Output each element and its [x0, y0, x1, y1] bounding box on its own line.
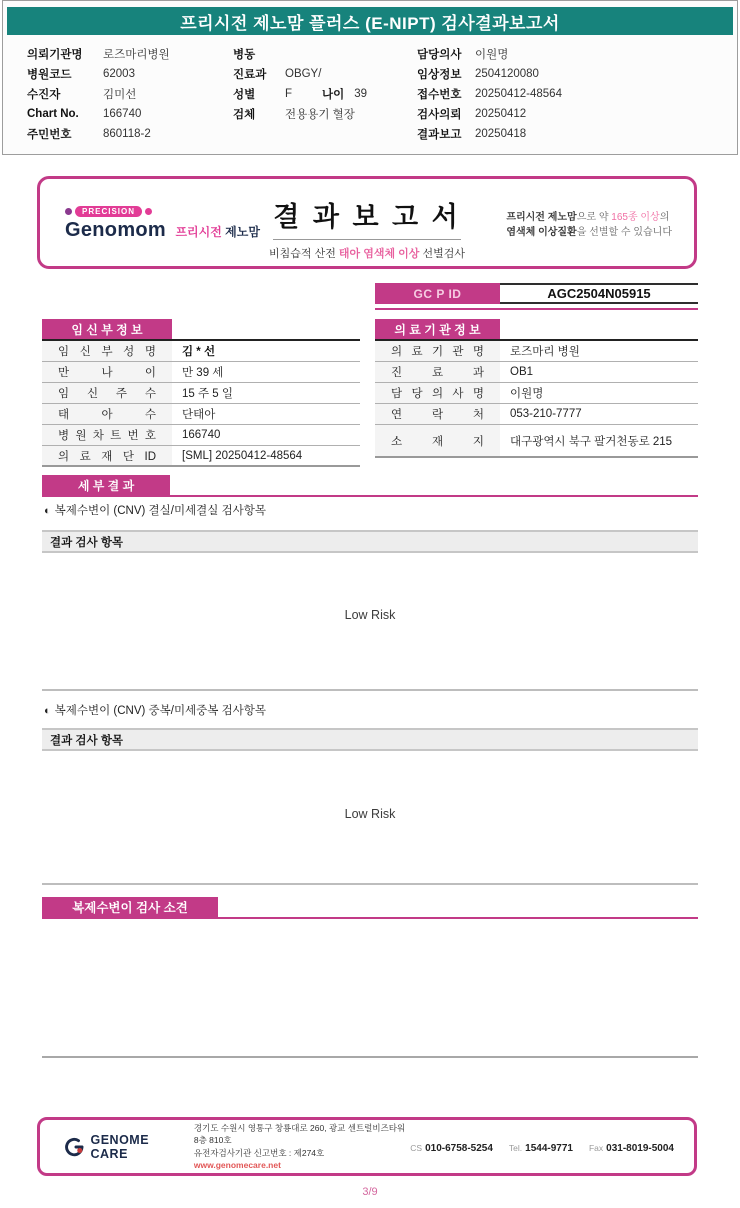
cnv-finding-section-title: 복제수변이 검사 소견	[42, 897, 218, 917]
screening-note-line1: 프리시전 제노맘으로 약 165종 이상의	[506, 212, 670, 223]
badge-dot-left-icon	[65, 208, 72, 215]
maternal-info-table	[42, 319, 360, 467]
result-items-header: 결과 검사 항목	[42, 530, 698, 553]
field-value: 20250412	[475, 108, 527, 120]
gcpid-value: AGC2504N05915	[500, 283, 698, 304]
maternal-info-table-title: 임 신 부 정 보	[42, 319, 172, 339]
table-row	[42, 341, 360, 362]
row-label: 만 나 이	[42, 362, 172, 382]
gc-logo-icon	[64, 1135, 85, 1159]
page-number: 3/9	[362, 1186, 378, 1198]
precision-badge	[65, 206, 260, 217]
row-value: [SML] 20250412-48564	[182, 449, 303, 462]
row-value: 15 주 5 일	[182, 388, 233, 400]
field-value: 전용용기 혈장	[285, 109, 355, 121]
footer-contacts	[410, 1138, 674, 1156]
field-receipt-no	[417, 84, 562, 104]
field-label: 병동	[233, 49, 256, 61]
field-ward	[233, 44, 367, 64]
report-main-title: 프리시전 제노맘 플러스 (E-NIPT) 검사결과보고서	[180, 13, 560, 33]
row-label: 진 료 과	[375, 362, 500, 382]
footer-address-line1: 경기도 수원시 영통구 창룡대로 260, 광교 센트럴비즈타워 8층 810호	[193, 1122, 406, 1145]
field-label: 수진자	[27, 89, 61, 101]
row-label: 연 락 처	[375, 404, 500, 424]
field-value: 김미선	[103, 89, 137, 101]
field-value: 이원명	[475, 49, 509, 61]
brand-subtitle: 프리시전 제노맘	[175, 225, 260, 239]
field-value: 39	[354, 88, 368, 100]
field-label: 담당의사	[417, 49, 462, 61]
row-value: 만 39 세	[182, 367, 224, 379]
field-request-date	[417, 104, 562, 124]
field-label: 성별	[233, 89, 256, 101]
field-report-date	[417, 124, 562, 144]
field-label: 임상정보	[417, 69, 462, 81]
field-value: 20250412-48564	[475, 88, 562, 100]
table-row	[42, 362, 360, 383]
section-divider	[42, 689, 698, 691]
result-report-card	[37, 176, 697, 269]
row-label: 담 당 의 사 명	[375, 383, 500, 403]
field-label: 의뢰기관명	[27, 49, 83, 61]
row-value: 로즈마리 병원	[510, 346, 580, 358]
field-value: 166740	[103, 108, 142, 120]
field-resident-no	[27, 124, 170, 144]
field-label: 병원코드	[27, 69, 72, 81]
field-chart-no	[27, 104, 170, 124]
field-value: 로즈마리병원	[103, 49, 170, 61]
patient-header-column-left	[27, 44, 170, 144]
patient-header-panel	[2, 0, 738, 155]
result-items-header: 결과 검사 항목	[42, 728, 698, 751]
table-row	[375, 362, 698, 383]
field-specimen	[233, 104, 367, 124]
result-report-title: 결 과 보 고 서	[273, 195, 460, 240]
clinic-info-table-header-row	[375, 319, 698, 341]
precision-badge-label: PRECISION	[75, 206, 142, 217]
brand-name: Genomom	[65, 219, 166, 241]
field-value: OBGY/	[285, 68, 322, 80]
clinic-info-table-title: 의 료 기 관 정 보	[375, 319, 500, 339]
genomom-brand-logo	[65, 206, 260, 242]
result-report-subtitle: 비침습적 산전 태아 염색체 이상 선별검사	[269, 248, 465, 260]
row-value: 단태아	[182, 409, 216, 421]
cnv-finding-section-header	[42, 897, 698, 919]
section-divider	[42, 883, 698, 885]
gcpid-underline	[375, 308, 698, 310]
row-value: 166740	[182, 429, 221, 441]
field-value: 62003	[103, 68, 135, 80]
table-row	[375, 341, 698, 362]
genomecare-logo	[64, 1133, 176, 1161]
gcpid-label: GC P ID	[375, 283, 500, 304]
patient-header-column-middle	[233, 44, 367, 124]
row-label: 태 아 수	[42, 404, 172, 424]
half-circle-bullet-icon: ◐	[44, 705, 51, 717]
field-value: F	[285, 88, 293, 100]
row-value: 이원명	[510, 388, 544, 400]
contact-fax: Fax 031-8019-5004	[588, 1142, 674, 1154]
half-circle-bullet-icon: ◐	[44, 505, 51, 517]
row-value: 김 * 선	[182, 346, 216, 358]
table-row	[42, 425, 360, 446]
footer-address-block	[194, 1122, 410, 1172]
table-row	[42, 383, 360, 404]
footer-address-line2: 유전자검사기관 신고번호 : 제274호	[193, 1147, 325, 1158]
table-row	[375, 425, 698, 458]
maternal-info-table-header-row	[42, 319, 360, 341]
screening-note	[506, 210, 672, 240]
row-value: 053-210-7777	[510, 408, 582, 420]
row-label: 의 료 기 관 명	[375, 341, 500, 361]
result-report-title-block	[232, 195, 502, 261]
clinic-info-table	[375, 319, 698, 458]
field-label: 진료과	[233, 69, 267, 81]
cnv-deletion-result: Low Risk	[344, 608, 396, 622]
screening-note-line2: 염색체 이상질환을 선별할 수 있습니다	[506, 227, 672, 238]
table-row	[42, 404, 360, 425]
field-label: Chart No.	[27, 108, 79, 120]
patient-header-column-right	[417, 44, 562, 144]
field-label: 나이	[322, 89, 345, 101]
contact-cs: CS 010-6758-5254	[410, 1142, 493, 1154]
cnv-duplication-result: Low Risk	[344, 807, 396, 821]
field-requesting-org	[27, 44, 170, 64]
row-label: 병 원 차 트 번 호	[42, 425, 172, 445]
field-value: 860118-2	[103, 128, 151, 140]
field-label: 검체	[233, 109, 256, 121]
field-hospital-code	[27, 64, 170, 84]
field-doctor	[417, 44, 562, 64]
row-value: 대구광역시 북구 팔거천동로 215	[510, 435, 673, 448]
footer-divider	[42, 1056, 698, 1058]
field-department	[233, 64, 367, 84]
row-label: 소 재 지	[375, 425, 500, 456]
table-row	[42, 446, 360, 467]
row-value: OB1	[510, 366, 534, 378]
row-label: 임 신 부 성 명	[42, 341, 172, 361]
field-label: 접수번호	[417, 89, 462, 101]
footer-website-link[interactable]: www.genomecare.net	[193, 1160, 281, 1170]
cnv-deletion-heading: ◐ 복제수변이 (CNV) 결실/미세결실 검사항목	[44, 505, 267, 517]
cnv-duplication-heading: ◐ 복제수변이 (CNV) 중복/미세중복 검사항목	[44, 705, 267, 717]
field-label: 검사의뢰	[417, 109, 462, 121]
field-value: 20250418	[475, 128, 527, 140]
report-title-bar	[7, 7, 733, 35]
field-value: 2504120080	[475, 68, 539, 80]
table-row	[375, 383, 698, 404]
footer-card	[37, 1117, 697, 1176]
badge-dot-right-icon	[145, 208, 152, 215]
detail-result-section-header	[42, 475, 698, 497]
field-sex-age	[233, 84, 367, 104]
field-label: 주민번호	[27, 129, 72, 141]
field-label: 결과보고	[417, 129, 462, 141]
genomecare-logo-text: GENOME CARE	[90, 1132, 150, 1161]
table-row	[375, 404, 698, 425]
field-clinical-info	[417, 64, 562, 84]
row-label: 의 료 재 단 ID	[42, 446, 172, 465]
field-patient-name	[27, 84, 170, 104]
detail-result-section-title: 세 부 결 과	[42, 475, 170, 495]
contact-tel: Tel. 1544-9771	[508, 1142, 573, 1154]
row-label: 임 신 주 수	[42, 383, 172, 403]
